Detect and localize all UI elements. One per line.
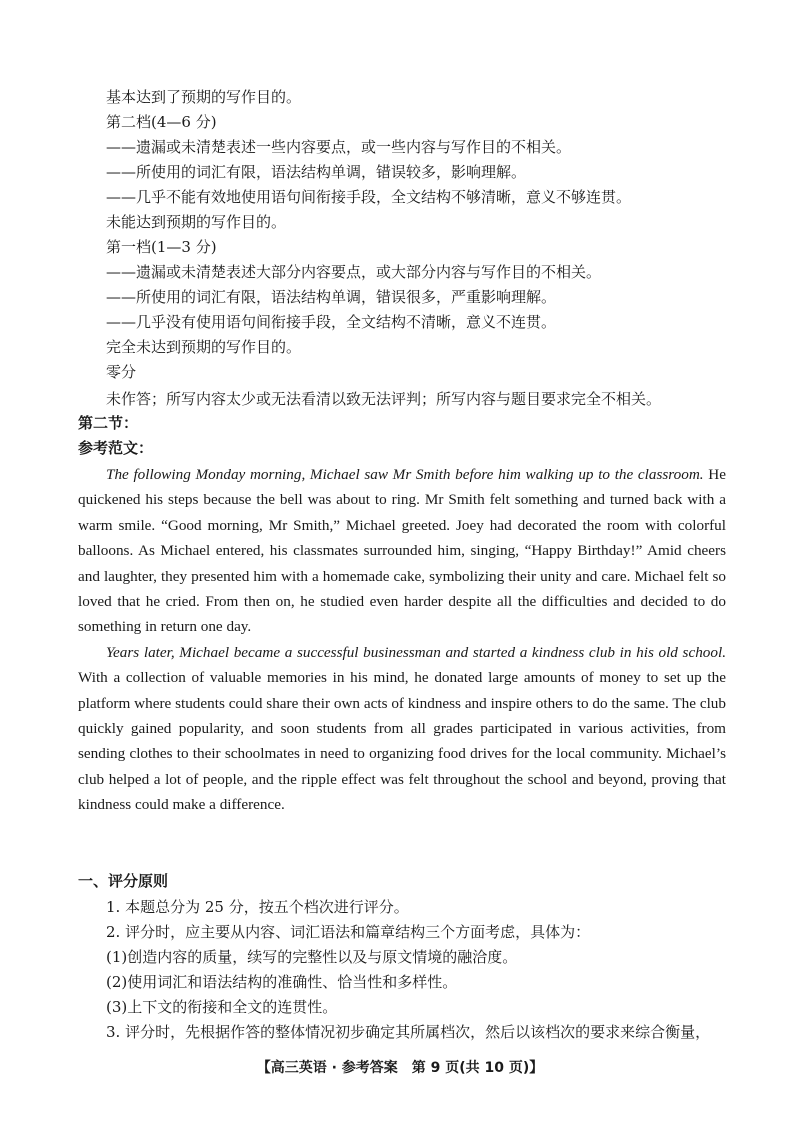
sample-essay-heading: 参考范文： [78, 439, 154, 457]
tier1-title: 第一档(1—3 分) [106, 238, 217, 256]
tier2-item: ——遗漏或未清楚表述一些内容要点，或一些内容与写作目的不相关。 [106, 138, 572, 156]
principles-heading: 一、评分原则 [78, 872, 169, 890]
paragraph-1-lead: The following Monday morning, Michael saw Mr Smith before him walking up to the classroom. [106, 466, 704, 483]
essay-paragraph-1 [78, 462, 726, 640]
sample-essay [78, 462, 726, 818]
paragraph-1-body: He quickened his steps because the bell was about to ring. Mr Smith felt something and turned back with a warm smile. “Good morning, Mr Smith,” Michael greeted. Joey had decorated the room with colorful balloons. As Michael entered, his classmates surrounded him, singing, “Happy Birthday!” Amid cheers and laughter, they presented him with a homemade cake, symbolizing their unity and care. Michael felt so loved that he cried. From then on, he studied even harder despite all the difficulties and decided to do something in return one day. [78, 466, 726, 636]
paragraph-2-body: With a collection of valuable memories in his mind, he donated large amounts of money to set up the platform where students could share their own acts of kindness and inspire others to do the same. The club quickly gained popularity, and soon students from all grades participated in various activities, from sending clothes to their schoolmates in need to organizing food drives for the local community. Michael’s club helped a lot of people, and the ripple effect was felt throughout the school and beyond, proving that kindness could make a difference. [78, 669, 726, 814]
section2-heading: 第二节： [78, 414, 139, 432]
zero-desc: 未作答；所写内容太少或无法看清以致无法评判；所写内容与题目要求完全不相关。 [106, 390, 662, 408]
principle-item: (3)上下文的衔接和全文的连贯性。 [106, 998, 338, 1016]
page-footer: 【高三英语 · 参考答案 第 9 页(共 10 页)】 [256, 1060, 544, 1076]
tier2-goal: 未能达到预期的写作目的。 [106, 213, 287, 231]
zero-title: 零分 [106, 363, 137, 381]
tier1-item: ——所使用的词汇有限，语法结构单调，错误很多，严重影响理解。 [106, 288, 557, 306]
principle-item: 3. 评分时，先根据作答的整体情况初步确定其所属档次，然后以该档次的要求来综合衡量， [106, 1023, 711, 1041]
tier3-goal: 基本达到了预期的写作目的。 [106, 88, 302, 106]
tier2-item: ——所使用的词汇有限，语法结构单调，错误较多，影响理解。 [106, 163, 527, 181]
paragraph-2-lead: Years later, Michael became a successful businessman and started a kindness club in his old school. [106, 643, 726, 661]
principle-item: 1. 本题总分为 25 分，按五个档次进行评分。 [106, 898, 409, 916]
tier1-goal: 完全未达到预期的写作目的。 [106, 338, 302, 356]
essay-paragraph-2 [78, 640, 726, 818]
tier1-item: ——遗漏或未清楚表述大部分内容要点，或大部分内容与写作目的不相关。 [106, 263, 602, 281]
principle-item: (1)创造内容的质量，续写的完整性以及与原文情境的融洽度。 [106, 948, 518, 966]
tier1-item: ——几乎没有使用语句间衔接手段，全文结构不清晰，意义不连贯。 [106, 313, 557, 331]
principle-item: 2. 评分时，应主要从内容、词汇语法和篇章结构三个方面考虑，具体为： [106, 923, 591, 941]
tier2-item: ——几乎不能有效地使用语句间衔接手段，全文结构不够清晰，意义不够连贯。 [106, 188, 632, 206]
tier2-title: 第二档(4—6 分) [106, 113, 217, 131]
principle-item: (2)使用词汇和语法结构的准确性、恰当性和多样性。 [106, 973, 458, 991]
